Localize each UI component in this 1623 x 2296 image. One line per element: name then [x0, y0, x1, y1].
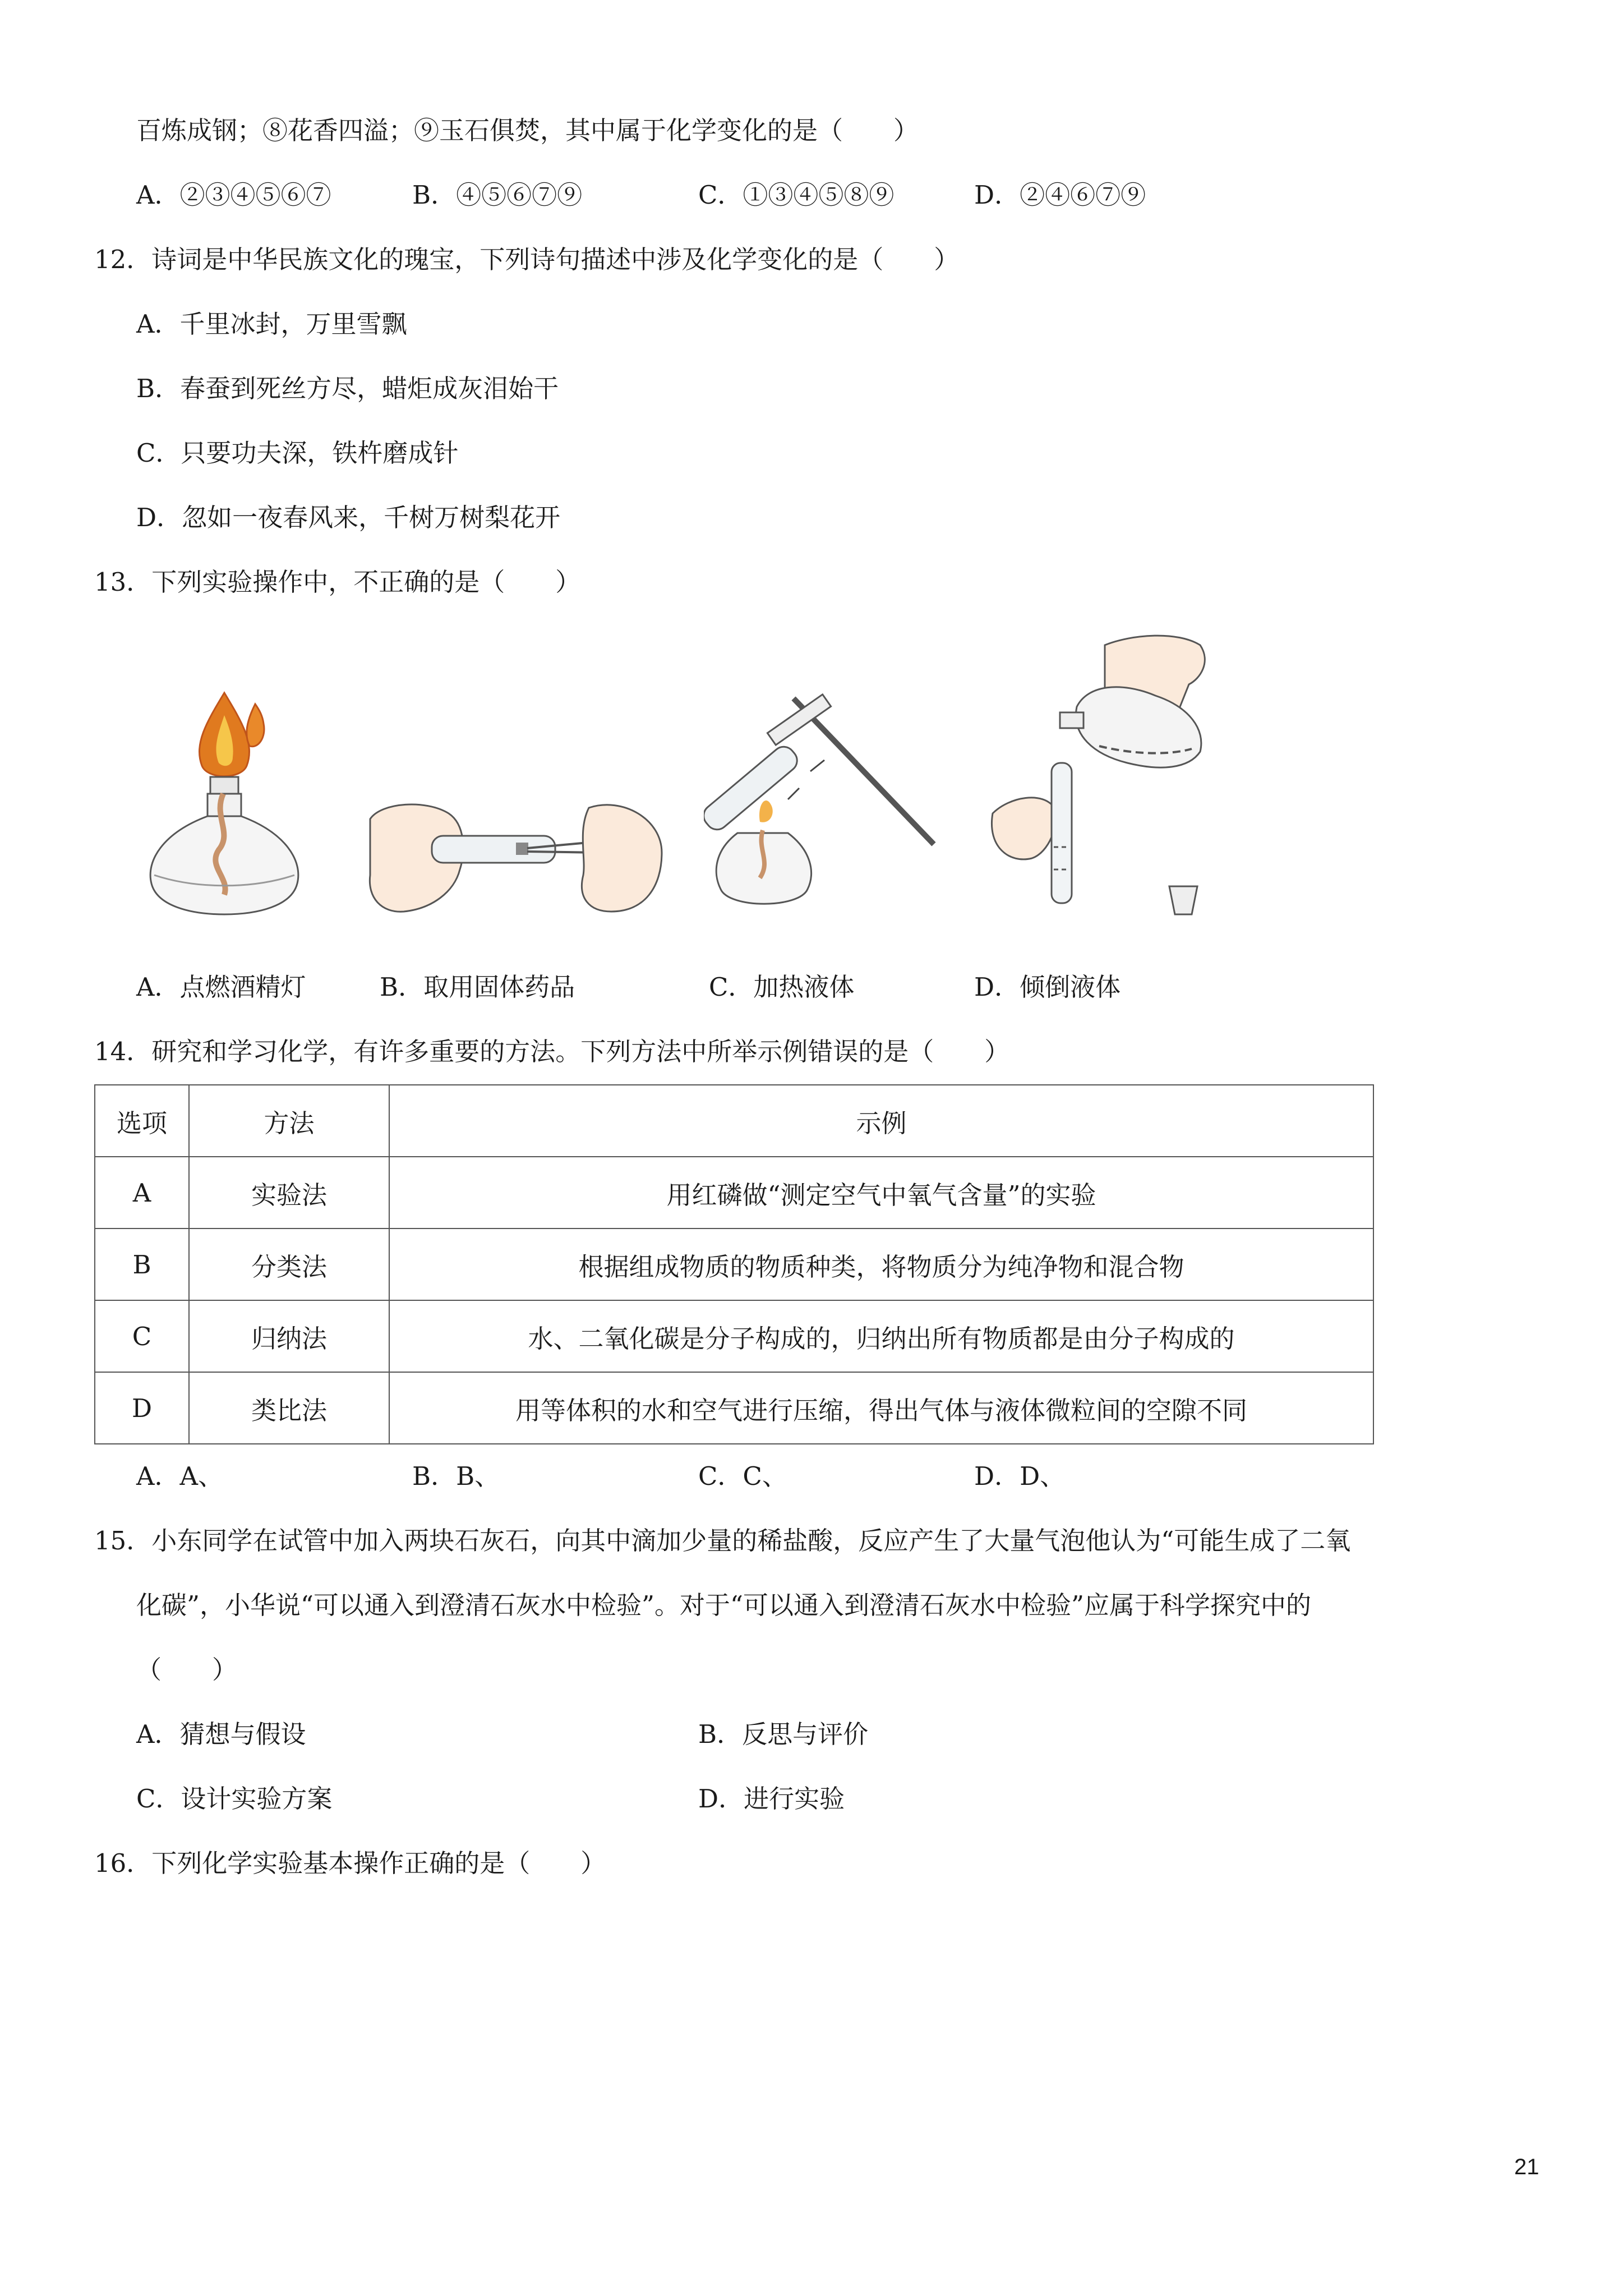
- q14-option-a[interactable]: A．A、: [136, 1461, 223, 1491]
- q11-option-d[interactable]: D．②④⑥⑦⑨: [974, 180, 1146, 210]
- table-cell: 根据组成物质的物质种类，将物质分为纯净物和混合物: [389, 1228, 1373, 1300]
- q11-option-c[interactable]: C．①③④⑤⑧⑨: [698, 180, 895, 210]
- table-header-cell: 示例: [389, 1085, 1373, 1157]
- methods-table: [94, 1084, 1374, 1444]
- q14-option-b[interactable]: B．B、: [412, 1461, 500, 1491]
- table-header-cell: 选项: [95, 1085, 189, 1157]
- q13-option-b[interactable]: B．取用固体药品: [380, 972, 575, 1002]
- q12-stem: 12．诗词是中华民族文化的瑰宝，下列诗句描述中涉及化学变化的是（ ）: [94, 245, 960, 274]
- tube-tweezers-icon: [365, 785, 667, 920]
- table-cell: D: [95, 1372, 189, 1444]
- table-cell: A: [95, 1157, 189, 1228]
- table-cell: 实验法: [189, 1157, 389, 1228]
- q15-option-a[interactable]: A．猜想与假设: [136, 1719, 306, 1749]
- table-row: [95, 1372, 1373, 1444]
- heating-tube-icon: [704, 687, 939, 923]
- q12-option-a[interactable]: A．千里冰封，万里雪飘: [136, 309, 407, 339]
- table-cell: 分类法: [189, 1228, 389, 1300]
- q15-stem-line2: 化碳”，小华说“可以通入到澄清石灰水中检验”。对于“可以通入到澄清石灰水中检验”应属于科学探究中的: [136, 1590, 1312, 1620]
- table-cell: 归纳法: [189, 1300, 389, 1372]
- table-cell: C: [95, 1300, 189, 1372]
- q15-stem-line3: （ ）: [136, 1655, 238, 1685]
- table-cell: 用红磷做“测定空气中氧气含量”的实验: [389, 1157, 1373, 1228]
- q15-option-c[interactable]: C．设计实验方案: [136, 1784, 333, 1814]
- table-cell: 水、二氧化碳是分子构成的，归纳出所有物质都是由分子构成的: [389, 1300, 1373, 1372]
- q13-option-c[interactable]: C．加热液体: [709, 972, 855, 1002]
- q12-option-c[interactable]: C．只要功夫深，铁杵磨成针: [136, 438, 459, 468]
- q12-option-d[interactable]: D．忽如一夜春风来，千树万树梨花开: [136, 503, 561, 532]
- q14-option-d[interactable]: D．D、: [974, 1461, 1066, 1491]
- q13-option-d[interactable]: D．倾倒液体: [974, 972, 1121, 1002]
- table-cell: B: [95, 1228, 189, 1300]
- alcohol-lamp-icon: [140, 682, 308, 928]
- q11-option-b[interactable]: B．④⑤⑥⑦⑨: [412, 180, 583, 210]
- table-row: [95, 1157, 1373, 1228]
- q13-option-a[interactable]: A．点燃酒精灯: [136, 972, 306, 1002]
- q13-stem: 13．下列实验操作中，不正确的是（ ）: [94, 567, 581, 597]
- page-number: 21: [1514, 2155, 1539, 2179]
- q12-option-b[interactable]: B．春蚕到死丝方尽，蜡炬成灰泪始干: [136, 374, 559, 403]
- pouring-liquid-icon: [976, 628, 1234, 931]
- q11-option-a[interactable]: A．②③④⑤⑥⑦: [136, 180, 331, 210]
- table-header-cell: 方法: [189, 1085, 389, 1157]
- q16-stem: 16．下列化学实验基本操作正确的是（ ）: [94, 1848, 606, 1878]
- q14-stem: 14．研究和学习化学，有许多重要的方法。下列方法中所举示例错误的是（ ）: [94, 1037, 1010, 1066]
- table-row: [95, 1300, 1373, 1372]
- q15-stem-line1: 15．小东同学在试管中加入两块石灰石，向其中滴加少量的稀盐酸，反应产生了大量气泡他认为“可能生成了二氧: [94, 1526, 1351, 1556]
- q14-option-c[interactable]: C．C、: [698, 1461, 787, 1491]
- table-header-row: [95, 1085, 1373, 1157]
- table-row: [95, 1228, 1373, 1300]
- q11-stem-continued: 百炼成钢；⑧花香四溢；⑨玉石俱焚，其中属于化学变化的是（ ）: [136, 116, 919, 145]
- table-cell: 类比法: [189, 1372, 389, 1444]
- q15-option-d[interactable]: D．进行实验: [698, 1784, 845, 1814]
- q15-option-b[interactable]: B．反思与评价: [698, 1719, 869, 1749]
- table-cell: 用等体积的水和空气进行压缩，得出气体与液体微粒间的空隙不同: [389, 1372, 1373, 1444]
